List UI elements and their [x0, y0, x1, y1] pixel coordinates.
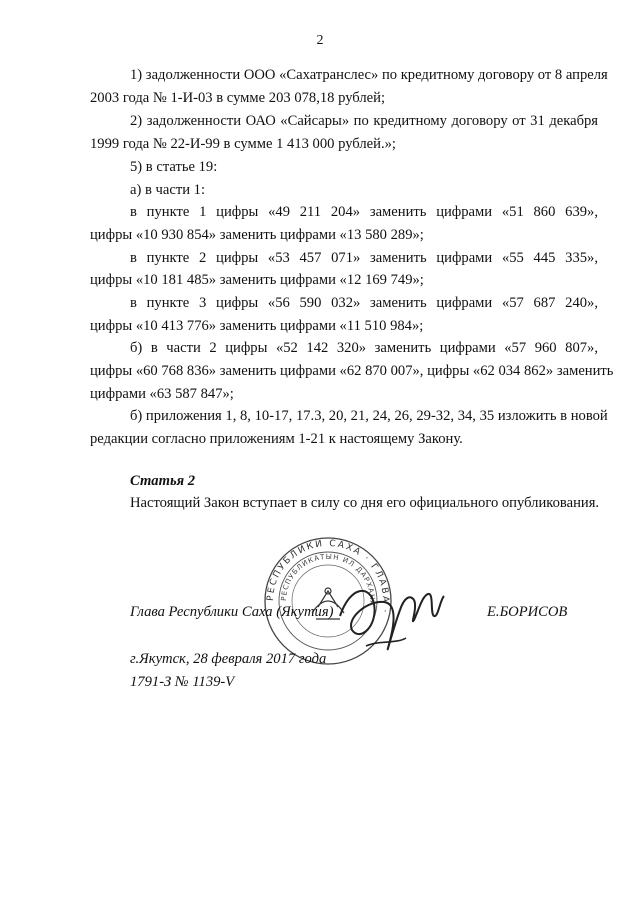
body-line-11: в пункте 3 цифры «56 590 032» заменить цифрами «57 687 240», [130, 295, 598, 311]
body-line-9: в пункте 2 цифры «53 457 071» заменить цифрами «55 445 335», [130, 250, 598, 266]
body-line-6: а) в части 1: [130, 182, 206, 198]
body-line-1: 1) задолженности ООО «Сахатранслес» по кредитному договору от 8 апреля [130, 67, 608, 83]
seal-inner-text: РЕСПУБЛИКАТЫН ИЛ ДАРХАНА [279, 552, 377, 607]
seal-outer-text: РЕСПУБЛИКИ САХА · ГЛАВА · [265, 538, 391, 616]
body-line-7: в пункте 1 цифры «49 211 204» заменить цифрами «51 860 639», [130, 204, 598, 220]
body-line-16: б) приложения 1, 8, 10-17, 17.3, 20, 21, 24, 26, 29-32, 34, 35 изложить в новой [130, 408, 608, 424]
body-line-12: цифры «10 413 776» заменить цифрами «11 510 984»; [90, 318, 424, 334]
body-line-17: редакции согласно приложениям 1-21 к настоящему Закону. [90, 431, 463, 447]
body-line-3: 2) задолженности ОАО «Сайсары» по кредитному договору от 31 декабря [130, 113, 598, 129]
article-2-heading: Статья 2 [130, 473, 196, 489]
place-and-date: г.Якутск, 28 февраля 2017 года [130, 651, 327, 667]
body-line-15: цифрами «63 587 847»; [90, 386, 234, 402]
law-number: 1791-З № 1139-V [130, 674, 235, 690]
body-line-5: 5) в статье 19: [130, 159, 218, 175]
body-line-13: б) в части 2 цифры «52 142 320» заменить цифрами «57 960 807», [130, 340, 598, 356]
body-line-2: 2003 года № 1-И-03 в сумме 203 078,18 рублей; [90, 90, 385, 106]
signatory-position: Глава Республики Саха (Якутия) [130, 604, 334, 620]
body-line-8: цифры «10 930 854» заменить цифрами «13 580 289»; [90, 227, 424, 243]
body-line-14: цифры «60 768 836» заменить цифрами «62 870 007», цифры «62 034 862» заменить [90, 363, 614, 379]
article-2-text: Настоящий Закон вступает в силу со дня его официального опубликования. [130, 495, 600, 511]
page-number: 2 [316, 33, 324, 48]
body-line-10: цифры «10 181 485» заменить цифрами «12 169 749»; [90, 272, 424, 288]
body-line-4: 1999 года № 22-И-99 в сумме 1 413 000 рублей.»; [90, 136, 396, 152]
signatory-name: Е.БОРИСОВ [487, 604, 568, 620]
